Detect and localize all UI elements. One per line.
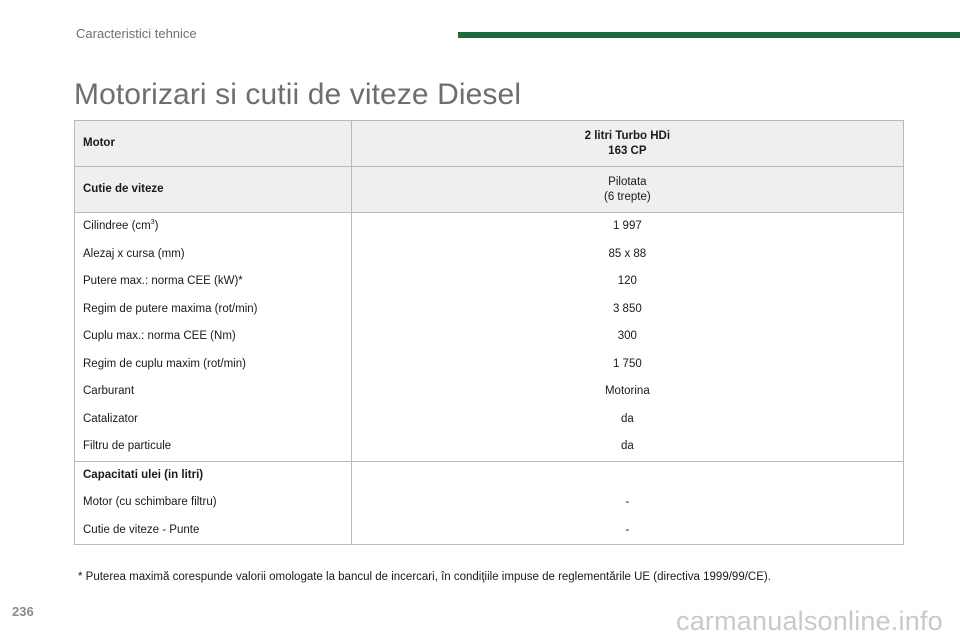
motor-value-cell (351, 121, 903, 167)
motor-value (352, 121, 903, 159)
spec-value: 120 (617, 275, 637, 287)
page-number: 236 (12, 604, 34, 619)
page-title: Motorizari si cutii de viteze Diesel (74, 78, 522, 112)
oil-values-cell (351, 461, 903, 545)
motor-label: Motor (83, 137, 115, 149)
oil-label: Cutie de viteze - Punte (83, 523, 200, 536)
header-accent-bar (458, 32, 960, 38)
spec-label: Alezaj x cursa (mm) (83, 247, 185, 260)
spec-label: Carburant (83, 385, 135, 397)
motor-value-line2: 163 CP (608, 145, 647, 157)
footnote: * Puterea maximă corespunde valorii omologate la bancul de incercari, în condiţiile impuse de reglementările UE (directiva 1999/99/CE). (78, 571, 771, 583)
spec-value: 300 (617, 330, 637, 342)
spec-label: Cilindree $(cm^3)$ (83, 219, 159, 232)
table-row-oil (75, 461, 904, 545)
spec-value: da (620, 440, 634, 452)
spec-value: 85 x 88 (608, 247, 647, 260)
oil-label: Motor (cu schimbare filtru) (83, 496, 217, 508)
oil-title-spacer (352, 462, 903, 490)
spec-labels-cell (75, 213, 352, 462)
gearbox-value-line2: (6 trepte) (604, 191, 651, 203)
motor-label-cell (75, 121, 352, 167)
section-label: Caracteristici tehnice (76, 26, 197, 41)
gearbox-value (352, 167, 903, 205)
table-row-motor (75, 121, 904, 167)
spec-values-cell (351, 213, 903, 462)
table-row-specs (75, 213, 904, 462)
oil-value: - (625, 496, 630, 508)
gearbox-label: Cutie de viteze (83, 183, 164, 195)
gearbox-value-line1: Pilotata (608, 176, 647, 188)
spec-label: Filtru de particule (83, 440, 172, 452)
oil-labels-cell (75, 461, 352, 545)
spec-label: Regim de cuplu maxim (rot/min) (83, 357, 246, 370)
oil-title: Capacitati ulei (in litri) (83, 468, 204, 481)
spec-value: 3 850 (612, 302, 642, 315)
spec-value: da (620, 412, 634, 425)
motor-value-line1: 2 litri Turbo HDi (584, 130, 671, 142)
spec-label: Cuplu max.: norma CEE (Nm) (83, 330, 236, 342)
gearbox-value-cell (351, 167, 903, 213)
watermark: carmanualsonline.info (676, 606, 943, 636)
spec-value: Motorina (604, 385, 650, 397)
gearbox-label-cell (75, 167, 352, 213)
table-row-gearbox (75, 167, 904, 213)
spec-table (74, 120, 904, 545)
spec-label: Putere max.: norma CEE (kW)* (83, 275, 243, 287)
spec-label: Catalizator (83, 412, 138, 425)
oil-value: - (625, 523, 630, 536)
spec-value: 1 997 (612, 220, 642, 232)
spec-label: Regim de putere maxima (rot/min) (83, 302, 258, 315)
spec-value: 1 750 (612, 357, 642, 370)
